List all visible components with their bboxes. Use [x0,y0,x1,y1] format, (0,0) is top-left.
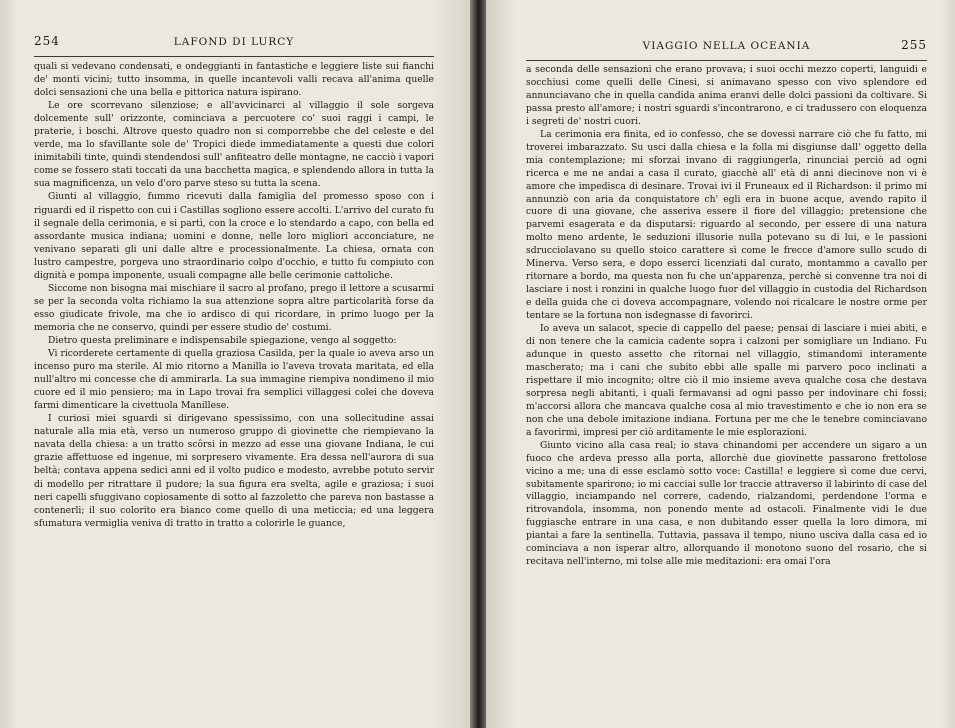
paragraph: La cerimonia era finita, ed io confesso, che se dovessi narrare ciò che fu fatto, mi troverei imbarazzato. Su usci dalla chiesa e la folla mi disgiunse dall' oggetto della mia contemplazione; mi sforzai invano di raggiungerla, rinunciai perciò ad ogni ricerca e me ne andai a casa il curato, giacchè all' età di anni diecinove non vi è amore che impedisca di desinare. Trovai ivi il Fruneaux ed il Richardson: il primo mi annunziò con aria da conquistatore ch' egli era in buone acque, avendo rapito il cuore di una giovane, che asseriva essere il fiore del villaggio; pretensione che parvemi esagerata e da disputarsi: riguardo al secondo, per essere di una natura molto meno ardente, le seduzioni illusorie nulla potevano su di lui, e le passioni sdrucciolavano su quello stoico carattere sì come le frecce d'amore sullo scudo di Minerva. Verso sera, e dopo esserci licenziati dal curato, montammo a cavallo per ritornare a bordo, ma questa non fu che un'apparenza, perchè si convenne tra noi di lasciare i nost i ronzini in qualche luogo fuor del villaggio in custodia del Richardson e della guida che ci doveva accompagnare, volendo noi ricalcare le nostre orme per tentare se la fortuna non isdegnasse di favorirci. [526,128,927,322]
left-page-body [34,60,434,530]
right-running-head: VIAGGIO NELLA OCEANIA [642,40,811,52]
right-header-rule [526,60,927,61]
left-running-head: LAFOND DI LURCY [173,36,295,48]
paragraph: Giunto vicino alla casa real; io stava chinandomi per accendere un sigaro a un fuoco che ardeva presso alla porta, allorchè due giovinette passarono frettolose vicino a me; una di esse esclamò sotto voce: Castilla! e leggiere sì come due cervi, subitamente sparirono; io mi cacciai sulle lor traccie attraverso il labirinto di case del villaggio, inciampando nel correre, cadendo, rialzandomi, perdendone l'orma e ritrovandola, insomma, non ponendo mente ad ostacoli. Finalmente vidi le due fuggiasche entrare in una casa, e non dubitando esser quella la loro dimora, mi piantai a fare la sentinella. Tuttavia, passava il tempo, niuno usciva dalla casa ed io cominciava a non isperar altro, allorquando il monotono suono del rosario, che si recitava nell'interno, mi tolse alle mie meditazioni: era omai l'ora [526,439,927,568]
left-header-rule [34,56,434,57]
paragraph: a seconda delle sensazioni che erano provava; i suoi occhi mezzo coperti, languidi e socchiusi come quelli delle Cinesi, si animavano spesso con vivo splendore ed annunciavano che in quella candida anima eranvi delle dolci passioni da coltivare. Si passa presto all'amore; i nostri sguardi s'incontrarono, e ci tradussero con eloquenza i segreti de' nostri cuori. [526,64,927,127]
paragraph: I curiosi miei sguardi si dirigevano spessissimo, con una sollecitudine assai naturale alla mia età, verso un numeroso gruppo di giovinette che riempievano la navata della chiesa: a un tratto scôrsi in mezzo ad esse una giovane Indiana, le cui grazie affettuose ed ingenue, mi sorpresero vivamente. Era dessa nell'aurora di sua beltà; contava appena sedici anni ed il volto pudico e modesto, avrebbe potuto servir di modello per ritrattare il pudore; la sua figura era svelta, agile e graziosa; i suoi neri capelli sfuggivano copiosamente di sotto al fazzoletto che pareva non bastasse a contenerli; il suo colorito era bianco come quello di una meticcia; ed una leggera sfumatura vermiglia veniva di tratto in tratto a colorirle le guance, [34,413,434,529]
right-page-number: 255 [901,38,927,52]
left-page [0,0,470,728]
paragraph: Giunti al villaggio, fummo ricevuti dalla famiglia del promesso sposo con i riguardi ed il rispetto con cui i Castillas sogliono essere accolti. L'arrivo del curato fu il segnale della cerimonia, e si partì, con la croce e lo stendardo a capo, con bella ed assordante musica indiana; uomini e donne, nelle loro migliori acconciature, ne venivano separati gli uni dalle altre e processionalmente. La chiesa, ornata con lustro campestre, porgeva uno straordinario colpo d'occhio, e tutto fu compiuto con dignità e pompa imponente, usuali compagne alle belle cerimonie cattoliche. [34,191,434,281]
paragraph: Dietro questa preliminare e indispensabile spiegazione, vengo al soggetto: [48,334,397,346]
left-running-header [34,34,434,52]
right-page-body [526,64,927,569]
right-page [486,0,955,728]
left-page-number: 254 [34,34,60,48]
paragraph: Le ore scorrevano silenziose; e all'avvicinarci al villaggio il sole sorgeva dolcemente sull' orizzonte, cominciava a percuotere co' suoi raggi i campi, le praterie, i boschi. Altrove questo quadro non si comporrebbe che del celeste e del verde, ma lo sfavillante sole de' Tropici diede immediatamente a questi due colori inimitabili tinte, quindi stendendosi sull' anfiteatro delle montagne, ne cacciò i vapori come se fossero stati toccati da una bacchetta magica, e splendendo allora in tutta la sua magnificenza, un velo d'oro parve steso su tutta la scena. [34,100,434,190]
right-running-header [526,34,927,52]
paragraph: Siccome non bisogna mai mischiare il sacro al profano, prego il lettore a scusarmi se per la seconda volta richiamo la sua attenzione sopra altre particolarità forse da esso giudicate frivole, ma che io ardisco di qui ricordare, in primo luogo per la memoria che ne conservo, quindi per essere studio de' costumi. [34,282,434,333]
book-gutter [470,0,486,728]
paragraph: Io aveva un salacot, specie di cappello del paese; pensai di lasciare i miei abiti, e di non tenere che la camicia cadente sopra i calzoni per somigliare un Indiano. Fu adunque in questo assetto che ritornai nel villaggio, stimandomi interamente mascherato; ma i cani che subito ebbi alle spalle mi parvero poco inclinati a rispettare il mio incognito; oltre ciò il mio insieme aveva qualche cosa che destava sorpresa negli abitanti, i quali fermavansi ad ogni passo per indovinare chi fossi; m'accorsi allora che mancava qualche cosa al mio travestimento e che io non era se non che una debole imitazione indiana. Fortuna per me che le tenebre cominciavano a favorirmi, impresi per ciò arditamente le mie esplorazioni. [526,323,927,438]
paragraph: quali si vedevano condensati, e ondeggianti in fantastiche e leggiere liste sui fianchi de' monti vicini; tutto insomma, in quelle incantevoli valli recava all'anima quelle dolci sensazioni che una bella e pittorica natura ispirano. [34,61,434,99]
paragraph: Vi ricorderete certamente di quella graziosa Casilda, per la quale io aveva arso un incenso puro ma sterile. Al mio ritorno a Manilla io l'aveva trovata maritata, ed ella null'altro mi concesse che di ammirarla. La sua immagine riempiva nondimeno il mio cuore ed il mio pensiero; ma in Lapo trovai fra semplici villaggesi colei che doveva farmi dimenticare la civettuola Manillese. [34,348,434,412]
